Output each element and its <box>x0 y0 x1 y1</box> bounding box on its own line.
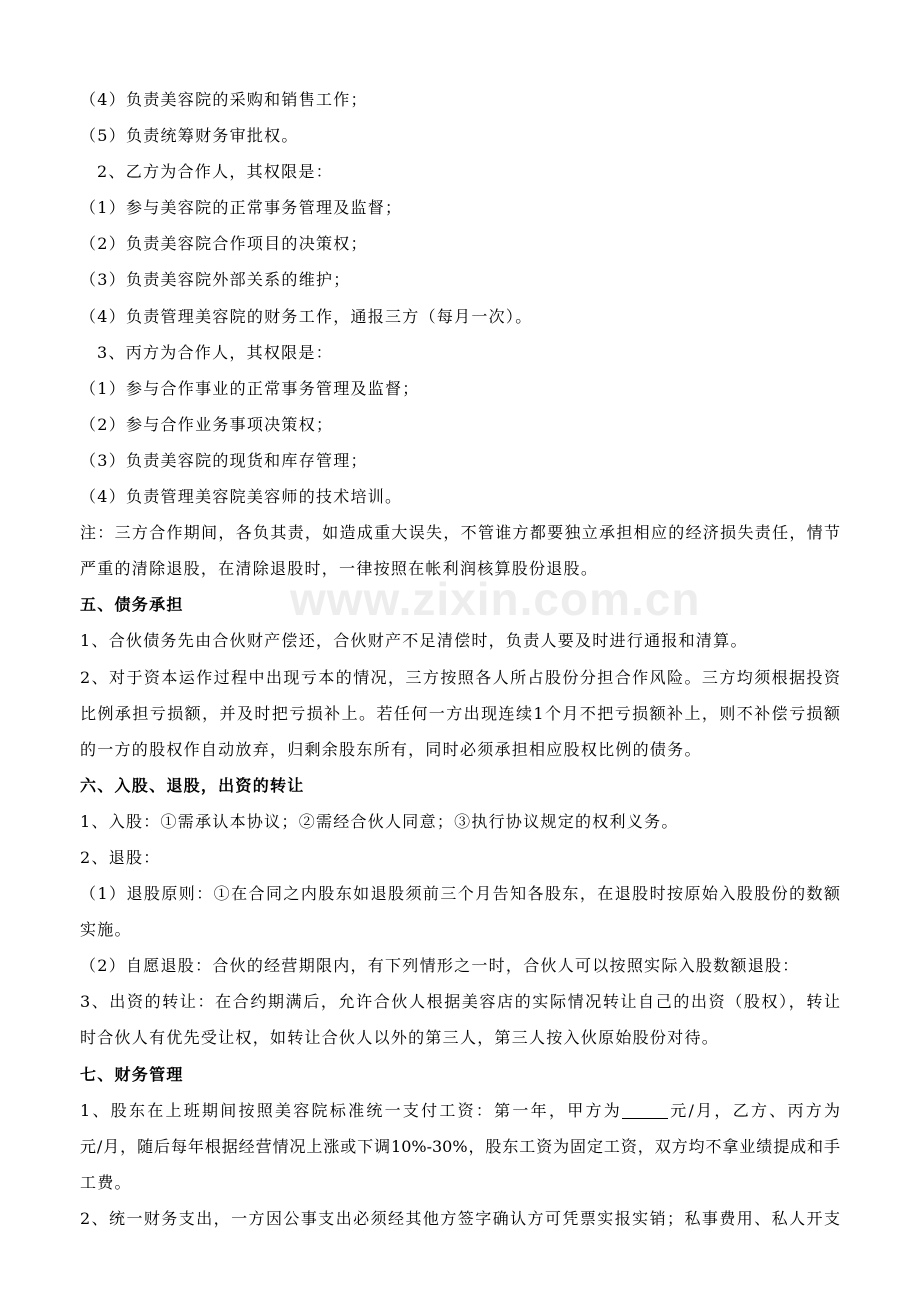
shares-withdrawal-title: 2、退股： <box>80 847 161 867</box>
partner-b-item: （3）负责美容院外部关系的维护； <box>80 270 351 290</box>
note-line: 注：三方合作期间，各负其责，如造成重大误失，不管谁方都要独立承担相应的经济损失责任，情节 <box>80 523 840 543</box>
note-line: 严重的清除退股，在清除退股时，一律按照在帐利润核算股份退股。 <box>80 559 599 579</box>
partner-b-title: 2、乙方为合作人，其权限是： <box>97 162 333 182</box>
partner-b-item: （2）负责美容院合作项目的决策权； <box>80 234 368 254</box>
salary-text-before: 1、股东在上班期间按照美容院标准统一支付工资：第一年，甲方为 <box>80 1100 622 1120</box>
document-page <box>80 82 840 1237</box>
partner-c-item: （1）参与合作事业的正常事务管理及监督； <box>80 378 420 398</box>
section-heading-debt: 五、债务承担 <box>80 595 184 615</box>
withdrawal-principle-line: 实施。 <box>80 920 132 940</box>
capital-transfer-line: 时合伙人有优先受让权，如转让合伙人以外的第三人，第三人按入伙原始股份对待。 <box>80 1028 719 1048</box>
partner-c-item: （4）负责管理美容院美容师的技术培训。 <box>80 487 403 507</box>
watermark-text: www.zixin.com.cn <box>290 573 701 625</box>
partner-c-item: （3）负责美容院的现货和库存管理； <box>80 450 368 470</box>
salary-line: 工费。 <box>80 1172 132 1192</box>
capital-transfer-line: 3、出资的转让：在合约期满后，允许合伙人根据美容店的实际情况转让自己的出资（股权），转让 <box>80 992 840 1012</box>
section-heading-shares: 六、入股、退股，出资的转让 <box>80 775 305 795</box>
salary-blank <box>622 1104 668 1119</box>
debt-paragraph-2-line: 的一方的股权作自动放弃，归剩余股东所有，同时必须承担相应股权比例的债务。 <box>80 739 702 759</box>
voluntary-withdrawal: （2）自愿退股：合伙的经营期限内，有下列情形之一时，合伙人可以按照实际入股数额退股： <box>80 956 800 976</box>
debt-paragraph-2-line: 2、对于资本运作过程中出现亏本的情况，三方按照各人所占股份分担合作风险。三方均须根据投资 <box>80 667 840 687</box>
partner-a-item: （4）负责美容院的采购和销售工作； <box>80 90 368 109</box>
partner-c-item: （2）参与合作业务事项决策权； <box>80 414 334 434</box>
shares-joining: 1、入股：①需承认本协议；②需经合伙人同意；③执行协议规定的权利义务。 <box>80 811 679 831</box>
partner-c-title: 3、丙方为合作人，其权限是： <box>97 342 333 362</box>
debt-paragraph-2-line: 比例承担亏损额，并及时把亏损补上。若任何一方出现连续1个月不把亏损额补上，则不补偿亏损额 <box>80 703 840 723</box>
debt-paragraph-1: 1、合伙债务先由合伙财产偿还，合伙财产不足清偿时，负责人要及时进行通报和清算。 <box>80 631 748 651</box>
salary-line <box>80 1093 840 1129</box>
section-heading-finance: 七、财务管理 <box>80 1064 184 1084</box>
withdrawal-principle-line: （1）退股原则：①在合同之内股东如退股须前三个月告知各股东，在退股时按原始入股股份的数额 <box>80 884 840 904</box>
partner-a-item: （5）负责统筹财务审批权。 <box>80 126 299 146</box>
salary-text-after: 元/月，乙方、丙方为 <box>668 1100 840 1120</box>
partner-b-item: （1）参与美容院的正常事务管理及监督； <box>80 198 403 218</box>
partner-b-item: （4）负责管理美容院的财务工作，通报三方（每月一次）。 <box>80 306 533 326</box>
salary-line: 元/月，随后每年根据经营情况上涨或下调10%-30%，股东工资为固定工资，双方均不拿业绩提成和手 <box>80 1136 840 1156</box>
expense-line: 2、统一财务支出，一方因公事支出必须经其他方签字确认方可凭票实报实销；私事费用、私人开支 <box>80 1208 840 1228</box>
